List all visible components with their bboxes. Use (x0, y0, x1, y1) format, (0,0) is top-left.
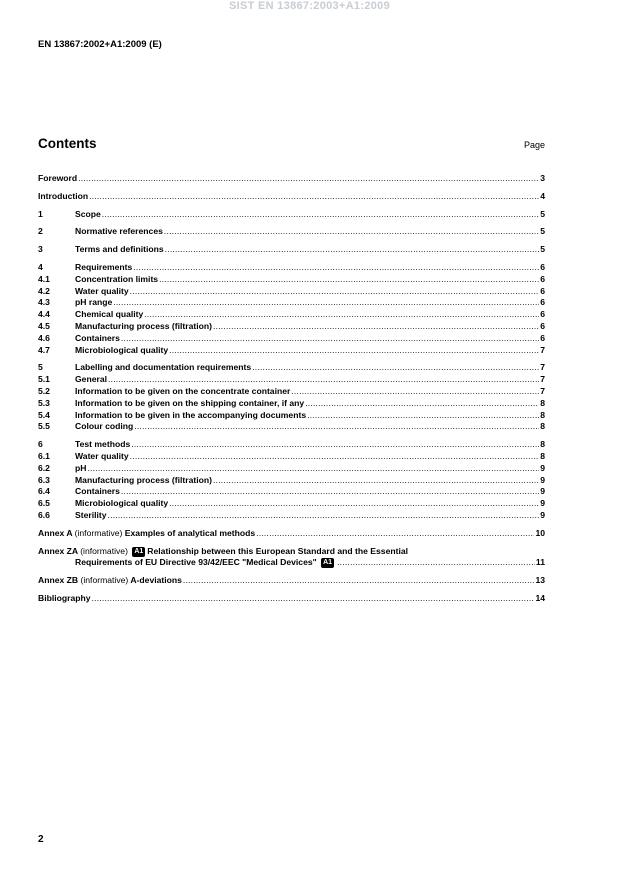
toc-entry-6-2[interactable] (38, 463, 545, 475)
toc-title: General (75, 374, 108, 385)
toc-title: Introduction (38, 190, 89, 201)
dot-leader (169, 345, 539, 357)
toc-entry-5-2[interactable] (38, 386, 545, 398)
toc-entry-4-6[interactable] (38, 333, 545, 345)
toc-page: 9 (540, 486, 545, 497)
toc-entry-6-4[interactable] (38, 486, 545, 498)
toc-number: 6.2 (38, 462, 50, 473)
toc-page: 6 (540, 261, 545, 272)
toc-title: Foreword (38, 173, 78, 183)
amendment-start-marker-icon: A1 (134, 547, 144, 555)
dot-leader (133, 262, 539, 274)
toc-entry-6-3[interactable] (38, 475, 545, 487)
toc-page: 7 (540, 385, 545, 396)
dot-leader (256, 528, 534, 540)
toc-page: 8 (540, 397, 545, 408)
dot-leader (213, 475, 539, 487)
toc-number: 4.1 (38, 273, 50, 284)
footer-page-number: 2 (38, 834, 44, 845)
toc-number: 4 (38, 261, 43, 272)
toc-number: 3 (38, 244, 43, 255)
toc-title (38, 528, 255, 540)
toc-entry-annex-za-line1[interactable] (38, 546, 545, 558)
toc-entry-5-4[interactable] (38, 410, 545, 422)
toc-entry-6-5[interactable] (38, 498, 545, 510)
amendment-end-marker-icon: A1 (323, 559, 333, 567)
toc-page: 5 (540, 208, 545, 219)
toc-title: Concentration limits (75, 273, 159, 284)
toc-entry-annex-zb[interactable] (38, 575, 545, 587)
toc-title: Manufacturing process (filtration) (75, 474, 213, 485)
toc-number: 4.6 (38, 332, 50, 343)
dot-leader (183, 575, 535, 587)
dot-leader (337, 557, 535, 569)
annex-type: (informative) (74, 527, 123, 538)
toc-entry-4-5[interactable] (38, 321, 545, 333)
toc-title: pH range (75, 297, 113, 308)
toc-entry-4-3[interactable] (38, 297, 545, 309)
toc-number: 5 (38, 362, 43, 373)
dot-leader (164, 226, 539, 238)
toc-number: 5.5 (38, 421, 50, 432)
toc-number: 4.4 (38, 309, 50, 320)
toc-number: 6.5 (38, 498, 50, 509)
toc-number: 5.2 (38, 385, 50, 396)
toc-entry-1[interactable] (38, 209, 545, 221)
toc-entry-introduction[interactable] (38, 191, 545, 203)
toc-number: 6.6 (38, 509, 50, 520)
toc-title: Information to be given on the concentrate container (75, 385, 291, 396)
toc-page: 6 (540, 320, 545, 331)
toc-page: 7 (540, 374, 545, 385)
annex-label: Annex A (38, 527, 73, 538)
dot-leader (108, 374, 539, 386)
dot-leader (92, 593, 535, 605)
dot-leader (89, 191, 539, 203)
dot-leader (213, 321, 539, 333)
annex-type: (informative) (80, 575, 129, 586)
toc-page: 9 (540, 474, 545, 485)
toc-number: 4.5 (38, 320, 50, 331)
toc-page: 5 (540, 244, 545, 255)
annex-label: Annex ZA (38, 545, 78, 556)
toc-title: Microbiological quality (75, 344, 169, 355)
annex-title: A-deviations (130, 575, 182, 586)
toc-title: Bibliography (38, 592, 91, 603)
toc-entry-5-1[interactable] (38, 374, 545, 386)
dot-leader (131, 439, 539, 451)
toc-page: 5 (540, 226, 545, 237)
toc-page: 14 (535, 592, 545, 603)
dot-leader (159, 274, 539, 286)
toc-page: 8 (540, 450, 545, 461)
toc-title: Information to be given in the accompanying documents (75, 409, 307, 420)
dot-leader (113, 297, 539, 309)
toc-entry-2[interactable] (38, 226, 545, 238)
toc-entry-foreword[interactable] (38, 173, 545, 185)
toc-title: Scope (75, 208, 101, 219)
toc-page: 9 (540, 498, 545, 509)
toc-title: pH (75, 462, 87, 473)
toc-number: 6.4 (38, 486, 50, 497)
toc-entry-4-7[interactable] (38, 345, 545, 357)
toc-page: 6 (540, 332, 545, 343)
toc-entry-5-5[interactable] (38, 421, 545, 433)
toc-number: 4.7 (38, 344, 50, 355)
dot-leader (307, 410, 539, 422)
toc-entry-4[interactable] (38, 262, 545, 274)
toc-number: 5.3 (38, 397, 50, 408)
toc-title: Requirements (75, 261, 133, 272)
toc-title: Colour coding (75, 421, 134, 432)
toc-entry-annex-za-line2[interactable] (38, 557, 545, 569)
toc-entry-5-3[interactable] (38, 398, 545, 410)
toc-entry-6-1[interactable] (38, 451, 545, 463)
annex-label: Annex ZB (38, 575, 79, 586)
toc-title (38, 575, 182, 587)
toc-page: 8 (540, 439, 545, 450)
toc-entry-5[interactable] (38, 362, 545, 374)
dot-leader (78, 173, 539, 185)
toc-title: Information to be given on the shipping container, if any (75, 397, 305, 408)
toc-title: Water quality (75, 285, 129, 296)
toc-number: 5.1 (38, 374, 50, 385)
page-column-label: Page (523, 140, 545, 150)
toc-number: 4.2 (38, 285, 50, 296)
dot-leader (121, 486, 539, 498)
toc-title: Microbiological quality (75, 498, 169, 509)
toc-title: Water quality (75, 450, 129, 461)
toc-page: 4 (540, 190, 545, 201)
toc-entry-3[interactable] (38, 244, 545, 256)
toc-page: 11 (535, 557, 545, 568)
toc-number: 1 (38, 208, 43, 219)
dot-leader (165, 244, 540, 256)
dot-leader (130, 451, 540, 463)
toc-title (75, 557, 336, 569)
dot-leader (134, 421, 539, 433)
toc-page: 7 (540, 362, 545, 373)
toc-page: 3 (540, 173, 545, 183)
toc-title: Chemical quality (75, 309, 144, 320)
dot-leader (252, 362, 539, 374)
toc-title: Containers (75, 332, 120, 343)
dot-leader (130, 286, 540, 298)
toc-number: 2 (38, 226, 43, 237)
toc-entry-bibliography[interactable] (38, 593, 545, 605)
annex-title: Relationship between this European Standard and the Essential (147, 545, 409, 556)
toc-title: Labelling and documentation requirements (75, 362, 252, 373)
toc-page: 9 (540, 509, 545, 520)
dot-leader (305, 398, 539, 410)
dot-leader (169, 498, 539, 510)
toc-entry-4-4[interactable] (38, 309, 545, 321)
toc-title: Normative references (75, 226, 163, 237)
dot-leader (108, 510, 540, 522)
toc-title (38, 546, 408, 558)
dot-leader (121, 333, 539, 345)
toc-page: 8 (540, 421, 545, 432)
annex-title: Examples of analytical methods (124, 527, 256, 538)
toc-page: 6 (540, 285, 545, 296)
dot-leader (144, 309, 539, 321)
toc-entry-annex-a[interactable] (38, 528, 545, 540)
toc-title: Manufacturing process (filtration) (75, 320, 213, 331)
toc-number: 6 (38, 439, 43, 450)
toc-title: Test methods (75, 439, 131, 450)
document-id: EN 13867:2002+A1:2009 (E) (38, 39, 162, 50)
annex-type: (informative) (80, 545, 128, 556)
toc-number: 4.3 (38, 297, 50, 308)
dot-leader (102, 209, 539, 221)
annex-title-continued: Requirements of EU Directive 93/42/EEC "Medical Devices" (75, 557, 317, 568)
toc-number: 5.4 (38, 409, 50, 420)
toc-entry-4-1[interactable] (38, 274, 545, 286)
toc-entry-6-6[interactable] (38, 510, 545, 522)
toc-page: 8 (540, 409, 545, 420)
dot-leader (291, 386, 539, 398)
toc-number: 6.3 (38, 474, 50, 485)
table-of-contents (38, 173, 545, 605)
toc-title: Containers (75, 486, 120, 497)
toc-entry-6[interactable] (38, 439, 545, 451)
toc-page: 6 (540, 297, 545, 308)
watermark: SIST EN 13867:2003+A1:2009 (229, 0, 390, 12)
toc-title: Sterility (75, 509, 107, 520)
toc-page: 7 (540, 344, 545, 355)
contents-title: Contents (38, 136, 97, 151)
toc-page: 13 (535, 575, 545, 586)
toc-title: Terms and definitions (75, 244, 164, 255)
toc-number: 6.1 (38, 450, 50, 461)
toc-page: 6 (540, 309, 545, 320)
toc-page: 10 (535, 527, 545, 538)
dot-leader (87, 463, 539, 475)
toc-entry-4-2[interactable] (38, 286, 545, 298)
toc-page: 9 (540, 462, 545, 473)
toc-page: 6 (540, 273, 545, 284)
